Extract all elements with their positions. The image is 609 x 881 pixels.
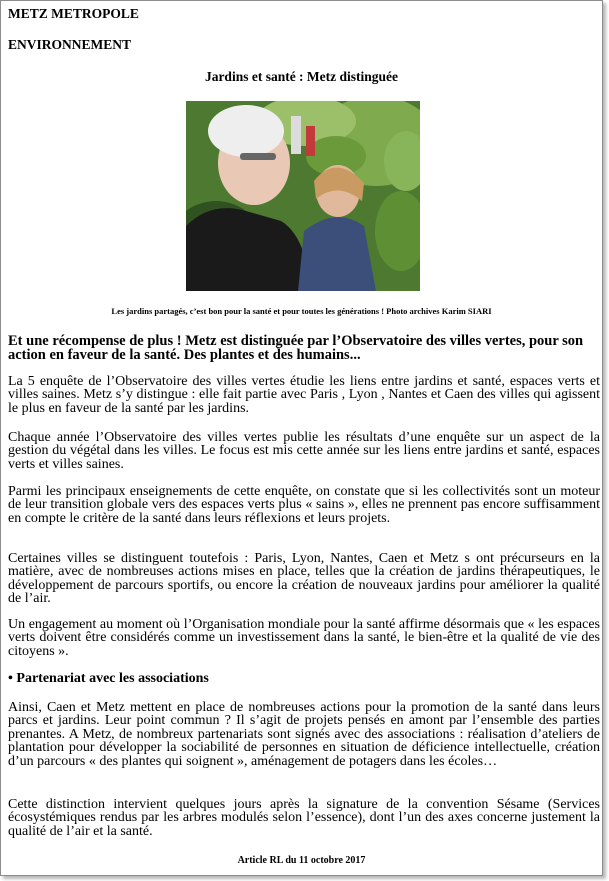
section-subheading: • Partenariat avec les associations <box>8 671 209 686</box>
article-paragraph: Ainsi, Caen et Metz mettent en place de nombreuses actions pour la promotion de la santé dans leurs parcs et jardins. Leur point commun ? Il s’agit de projets pensés en amont par l’ensemble des parties prenantes. A Metz, de nombreux partenariats sont signés avec des associations : réalisation d’ateliers de plantation pour développer la sociabilité de personnes en situation de déficience intellectuelle, création d’un parcours « des plantes qui soignent », aménagement de potagers dans les écoles… <box>8 700 600 769</box>
section-name: ENVIRONNEMENT <box>8 37 132 52</box>
article-title: Jardins et santé : Metz distinguée <box>204 69 399 84</box>
article-photo <box>186 101 420 291</box>
article-lead: Et une récompense de plus ! Metz est distinguée par l’Observatoire des villes vertes, pour son action en faveur de la santé. Des plantes et des humains... <box>8 333 584 363</box>
article-paragraph: Cette distinction intervient quelques jours après la signature de la convention Sésame (Services écosystémiques rendus par les arbres modulés selon l’essence), dont l’un des axes concerne justement la qualité de l’air et la santé. <box>8 797 600 839</box>
photo-caption: Les jardins partagés, c’est bon pour la santé et pour toutes les générations ! Photo archives Karim SIARI <box>111 306 492 316</box>
article-paragraph: Certaines villes se distinguent toutefois : Paris, Lyon, Nantes, Caen et Metz s ont précurseurs en la matière, avec de nombreuses actions mises en place, telles que la création de jardins thérapeutiques, le développement de parcours sportifs, ou encore la création de nouveaux jardins pour améliorer la qualité de l’air. <box>8 551 600 607</box>
article-paragraph: Chaque année l’Observatoire des villes vertes publie les résultats d’une enquête sur un aspect de la gestion du végétal dans les villes. Le focus est mis cette année sur les liens entre jardins et santé, espaces verts et villes saines. <box>8 430 600 472</box>
article-source: Article RL du 11 octobre 2017 <box>237 855 366 866</box>
article-paragraph: Parmi les principaux enseignements de cette enquête, on constate que si les collectivités sont un moteur de leur transition globale vers des espaces verts plus « sains », elles ne prennent pas encore suffisamment en compte le critère de la santé dans leurs réflexions et leurs projets. <box>8 484 600 526</box>
article-paragraph: La 5 enquête de l’Observatoire des villes vertes étudie les liens entre jardins et santé, espaces verts et villes saines. Metz s’y distingue : elle fait partie avec Paris , Lyon , Nantes et Caen des villes qui agissent le plus en faveur de la santé par les jardins. <box>8 374 600 416</box>
publication-name: METZ METROPOLE <box>8 6 139 21</box>
article-paragraph: Un engagement au moment où l’Organisation mondiale pour la santé affirme désormais que « les espaces verts doivent être considérés comme un investissement dans la santé, le bien-être et la qualité de vie des citoyens ». <box>8 617 600 659</box>
